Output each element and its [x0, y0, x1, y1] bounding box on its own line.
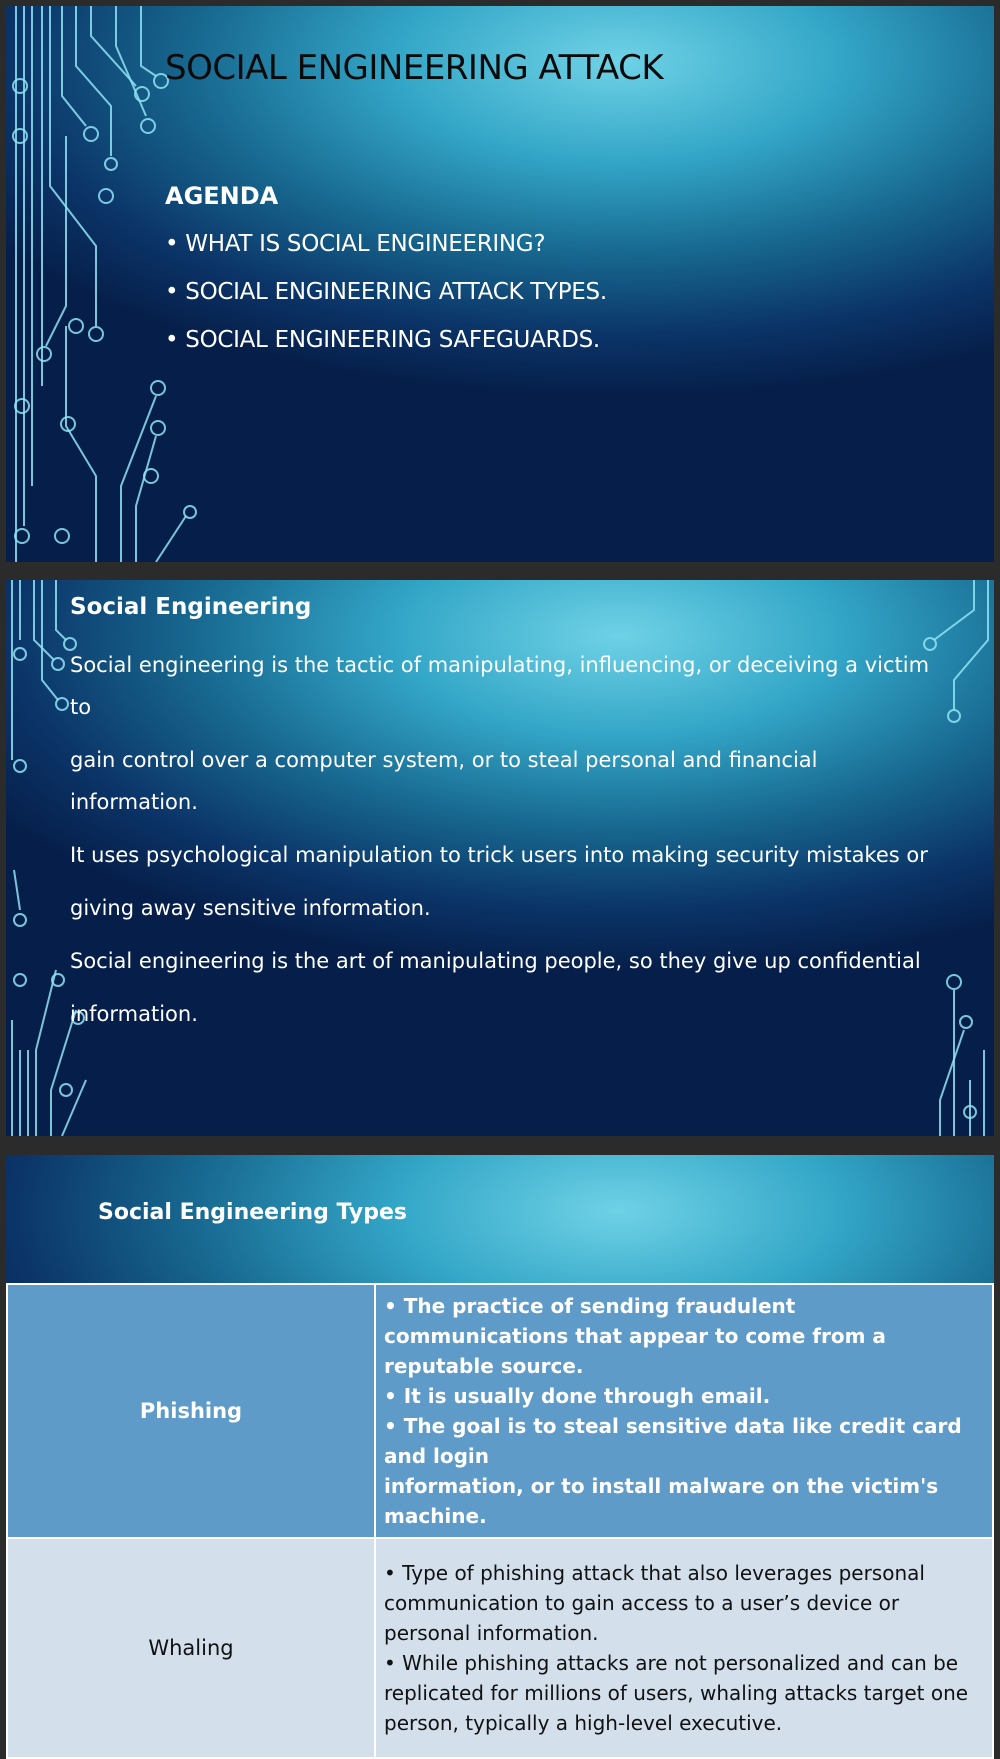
- agenda-item: • SOCIAL ENGINEERING SAFEGUARDS.: [165, 327, 607, 353]
- table-row: [7, 1284, 993, 1538]
- description-line: • While phishing attacks are not personalized and can be replicated for millions of users, whaling attacks target one person, typically a high-level executive.: [384, 1651, 969, 1735]
- agenda-heading: AGENDA: [165, 182, 279, 210]
- description-line: • The goal is to steal sensitive data like credit card and login: [384, 1414, 962, 1468]
- table-row: [7, 1538, 993, 1758]
- body-paragraph: It uses psychological manipulation to trick users into making security mistakes or: [70, 843, 928, 867]
- description-line: • The practice of sending fraudulent communications that appear to come from a reputable source.: [384, 1294, 886, 1378]
- slide-body: [70, 644, 930, 1046]
- description-line: • It is usually done through email.: [384, 1384, 771, 1408]
- body-paragraph: Social engineering is the tactic of manipulating, influencing, or deceiving a victim to: [70, 653, 930, 719]
- slide-title: Social Engineering Types: [98, 1200, 408, 1225]
- slide-title: SOCIAL ENGINEERING ATTACK: [165, 48, 664, 88]
- body-paragraph: giving away sensitive information.: [70, 896, 431, 920]
- agenda-item: • WHAT IS SOCIAL ENGINEERING?: [165, 231, 607, 257]
- description-line: • Type of phishing attack that also leverages personal communication to gain access to a user’s device or personal information.: [384, 1561, 925, 1645]
- body-paragraph: gain control over a computer system, or to steal personal and financial information.: [70, 748, 818, 814]
- type-name: Whaling: [7, 1538, 375, 1758]
- type-description: [375, 1284, 993, 1538]
- type-name: Phishing: [7, 1284, 375, 1538]
- body-paragraph: information.: [70, 1002, 198, 1026]
- slide-title: Social Engineering: [70, 594, 312, 620]
- description-line: information, or to install malware on the victim's machine.: [384, 1474, 939, 1528]
- slide-agenda: [6, 6, 994, 562]
- types-table: [6, 1283, 994, 1759]
- body-paragraph: Social engineering is the art of manipulating people, so they give up confidential: [70, 949, 921, 973]
- agenda-list: [165, 231, 607, 375]
- agenda-item: • SOCIAL ENGINEERING ATTACK TYPES.: [165, 279, 607, 305]
- type-description: [375, 1538, 993, 1758]
